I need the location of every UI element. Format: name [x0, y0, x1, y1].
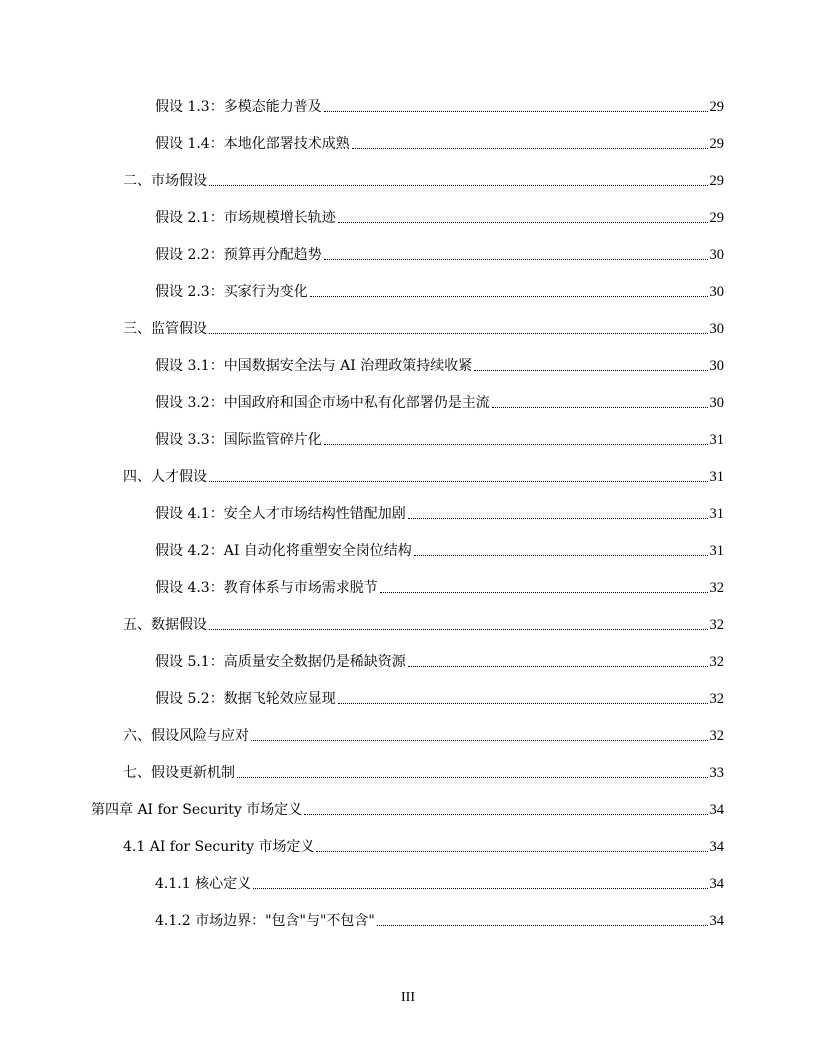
toc-entry-page: 32: [709, 579, 724, 596]
toc-dot-leader: [474, 370, 707, 371]
toc-entry-title: 六、假设风险与应对: [123, 727, 249, 744]
toc-dot-leader: [237, 777, 708, 778]
toc-entry-title: 四、人才假设: [123, 468, 207, 485]
toc-entry-data-assumptions[interactable]: [123, 606, 724, 643]
toc-dot-leader: [377, 925, 708, 926]
toc-entry-page: 30: [709, 246, 724, 263]
toc-entry-page: 30: [709, 357, 724, 374]
toc-entry-hypothesis-5-1[interactable]: [155, 643, 724, 680]
toc-entry-hypothesis-4-2[interactable]: [155, 532, 724, 569]
toc-dot-leader: [209, 185, 708, 186]
toc-entry-title: 假设 4.3：教育体系与市场需求脱节: [155, 579, 378, 596]
toc-entry-hypothesis-3-2[interactable]: [155, 384, 724, 421]
toc-entry-title: 假设 1.4：本地化部署技术成熟: [155, 135, 350, 152]
toc-entry-page: 30: [709, 394, 724, 411]
toc-entry-hypothesis-1-3[interactable]: [155, 88, 724, 125]
toc-dot-leader: [209, 481, 708, 482]
toc-entry-title: 假设 5.2：数据飞轮效应显现: [155, 690, 336, 707]
toc-entry-page: 32: [709, 727, 724, 744]
toc-entry-hypothesis-1-4[interactable]: [155, 125, 724, 162]
toc-entry-section-4-1-2[interactable]: [155, 902, 724, 939]
toc-entry-title: 假设 4.1：安全人才市场结构性错配加剧: [155, 505, 406, 522]
toc-entry-section-4-1[interactable]: [123, 828, 724, 865]
toc-entry-title: 假设 4.2：AI 自动化将重塑安全岗位结构: [155, 542, 412, 559]
toc-dot-leader: [414, 555, 708, 556]
toc-dot-leader: [209, 629, 708, 630]
toc-entry-page: 32: [709, 690, 724, 707]
toc-entry-title: 假设 3.1：中国数据安全法与 AI 治理政策持续收紧: [155, 357, 473, 374]
toc-entry-talent-assumptions[interactable]: [123, 458, 724, 495]
toc-entry-hypothesis-5-2[interactable]: [155, 680, 724, 717]
toc-entry-title: 假设 5.1：高质量安全数据仍是稀缺资源: [155, 653, 406, 670]
toc-entry-page: 32: [709, 653, 724, 670]
toc-entry-market-assumptions[interactable]: [123, 162, 724, 199]
toc-dot-leader: [338, 222, 708, 223]
toc-entry-hypothesis-3-1[interactable]: [155, 347, 724, 384]
toc-dot-leader: [408, 518, 708, 519]
toc-entry-risks-and-responses[interactable]: [123, 717, 724, 754]
toc-dot-leader: [251, 740, 708, 741]
toc-dot-leader: [324, 259, 708, 260]
toc-entry-page: 31: [709, 468, 724, 485]
toc-dot-leader: [492, 407, 708, 408]
toc-entry-page: 29: [709, 98, 724, 115]
toc-entry-title: 4.1 AI for Security 市场定义: [123, 838, 315, 855]
toc-dot-leader: [352, 148, 708, 149]
toc-entry-hypothesis-2-3[interactable]: [155, 273, 724, 310]
toc-entry-section-4-1-1[interactable]: [155, 865, 724, 902]
toc-dot-leader: [408, 666, 708, 667]
toc-entry-title: 4.1.2 市场边界："包含"与"不包含": [155, 912, 375, 929]
toc-entry-page: 34: [709, 912, 724, 929]
toc-entry-hypothesis-3-3[interactable]: [155, 421, 724, 458]
toc-entry-chapter-4[interactable]: [91, 791, 724, 828]
toc-entry-title: 4.1.1 核心定义: [155, 875, 252, 892]
toc-entry-title: 假设 3.2：中国政府和国企市场中私有化部署仍是主流: [155, 394, 490, 411]
toc-entry-page: 31: [709, 542, 724, 559]
toc-entry-hypothesis-4-3[interactable]: [155, 569, 724, 606]
toc-entry-page: 29: [709, 209, 724, 226]
toc-entry-hypothesis-4-1[interactable]: [155, 495, 724, 532]
toc-dot-leader: [310, 296, 708, 297]
toc-entry-title: 二、市场假设: [123, 172, 207, 189]
toc-entry-hypothesis-2-2[interactable]: [155, 236, 724, 273]
toc-entry-page: 30: [709, 320, 724, 337]
toc-entry-title: 假设 2.1：市场规模增长轨迹: [155, 209, 336, 226]
toc-dot-leader: [304, 814, 707, 815]
toc-dot-leader: [316, 851, 707, 852]
toc-entry-hypothesis-2-1[interactable]: [155, 199, 724, 236]
toc-entry-title: 七、假设更新机制: [123, 764, 235, 781]
toc-dot-leader: [209, 333, 708, 334]
toc-entry-page: 29: [709, 135, 724, 152]
toc-entry-update-mechanism[interactable]: [123, 754, 724, 791]
toc-entry-regulatory-assumptions[interactable]: [123, 310, 724, 347]
toc-dot-leader: [380, 592, 708, 593]
toc-dot-leader: [324, 444, 708, 445]
toc-entry-page: 33: [709, 764, 724, 781]
toc-entry-page: 29: [709, 172, 724, 189]
toc-entry-page: 30: [709, 283, 724, 300]
toc-entry-page: 31: [709, 505, 724, 522]
toc-dot-leader: [253, 888, 707, 889]
toc-dot-leader: [338, 703, 708, 704]
page-number: III: [401, 990, 415, 1005]
toc-entry-title: 假设 1.3：多模态能力普及: [155, 98, 322, 115]
toc-entry-page: 34: [709, 838, 724, 855]
toc-entry-title: 第四章 AI for Security 市场定义: [91, 801, 303, 818]
toc-entry-title: 假设 3.3：国际监管碎片化: [155, 431, 322, 448]
toc-entry-title: 假设 2.2：预算再分配趋势: [155, 246, 322, 263]
toc-entry-page: 34: [709, 801, 724, 818]
toc-entry-title: 假设 2.3：买家行为变化: [155, 283, 308, 300]
toc-entry-page: 32: [709, 616, 724, 633]
toc-dot-leader: [324, 111, 708, 112]
toc-entry-page: 34: [709, 875, 724, 892]
toc-entry-title: 三、监管假设: [123, 320, 207, 337]
toc-entry-page: 31: [709, 431, 724, 448]
toc-entry-title: 五、数据假设: [123, 616, 207, 633]
